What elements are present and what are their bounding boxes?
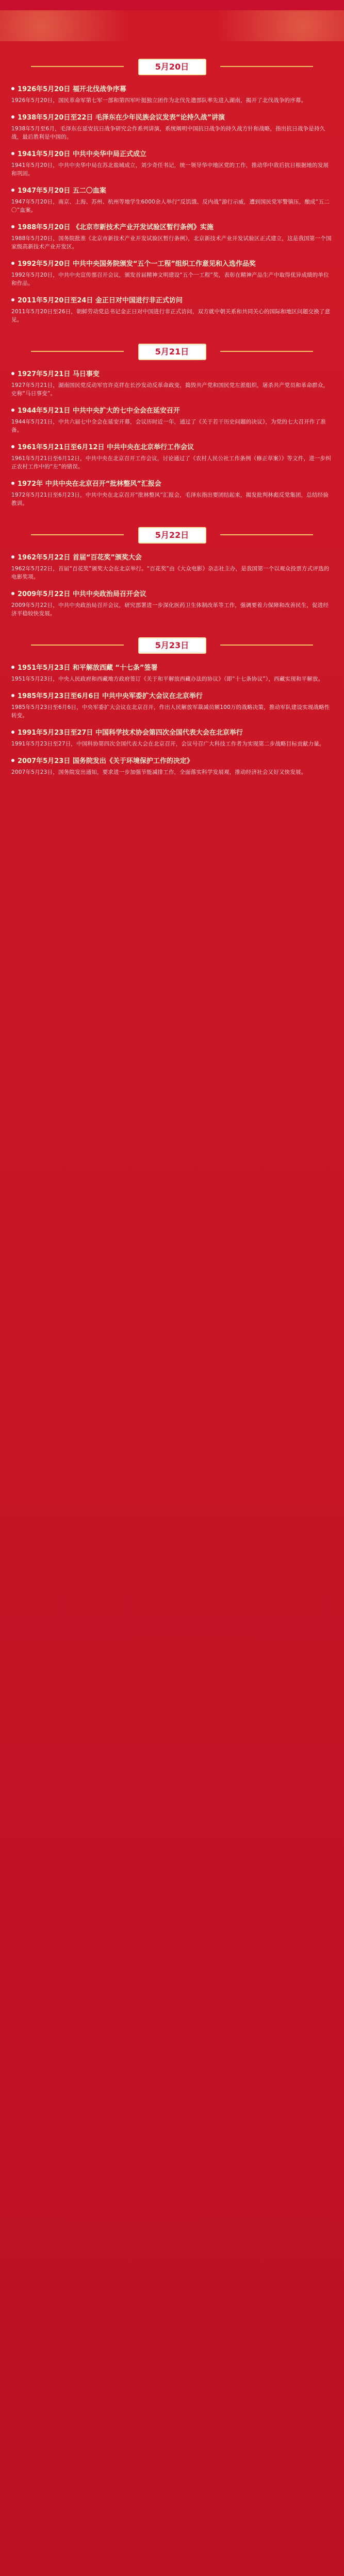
date-badge: 5月21日 [138, 344, 206, 360]
section-2 [11, 552, 333, 618]
event-title: 1961年5月21日至6月12日 中共中央在北京举行工作会议 [11, 442, 333, 451]
bullet-icon [11, 87, 14, 90]
event-body: 1972年5月21日至6月23日，中共中央在北京召开“批林整风”汇报会，毛泽东指出要团结起来，揭发批判林彪反党集团，总结经验教训。 [11, 492, 329, 506]
date-badge: 5月23日 [138, 637, 206, 654]
bullet-icon [11, 298, 14, 301]
bullet-icon [11, 666, 14, 669]
date-badge: 5月22日 [138, 527, 206, 544]
event-title: 1944年5月21日 中共中央扩大的七中全会在延安召开 [11, 405, 333, 415]
date-header-1 [0, 336, 344, 368]
event-title: 1988年5月20日 《北京市新技术产业开发试验区暂行条例》实施 [11, 222, 333, 231]
event-title: 1938年5月20日至22日 毛泽东在少年民族会议发表“论持久战”讲演 [11, 112, 333, 122]
event-body: 1988年5月20日，国务院批准《北京市新技术产业开发试验区暂行条例》，北京新技术产业开发试验区正式建立，这是我国第一个国家级高新技术产业开发区。 [11, 235, 332, 250]
section-3 [11, 662, 333, 776]
bullet-icon [11, 592, 14, 595]
event-body: 1962年5月22日，首届“百花奖”颁奖大会在北京举行。“百花奖”由《大众电影》杂志社主办，是我国第一个以观众投票方式评选的电影奖项。 [11, 566, 330, 580]
event-item [11, 478, 333, 507]
event-title: 1951年5月23日 和平解放西藏 “十七条”签署 [11, 662, 333, 672]
event-title: 1947年5月20日 五二〇血案 [11, 185, 333, 195]
event-body: 2007年5月23日，国务院发出通知，要求进一步加强节能减排工作，全面落实科学发展观，推动经济社会又好又快发展。 [11, 769, 307, 775]
event-item [11, 662, 333, 683]
event-title: 1941年5月20日 中共中央华中局正式成立 [11, 148, 333, 158]
event-title: 1972年 中共中央在北京召开“批林整风”汇报会 [11, 478, 333, 488]
divider [0, 625, 344, 630]
event-body: 1961年5月21日至6月12日，中共中央在北京召开工作会议，讨论通过了《农村人民公社工作条例（修正草案）》等文件，进一步纠正农村工作中的“左”的错误。 [11, 455, 331, 470]
event-body: 1944年5月21日，中共六届七中全会在延安开幕，会议历时近一年，通过了《关于若干历史问题的决议》，为党的七大召开作了准备。 [11, 419, 326, 433]
event-item [11, 185, 333, 214]
event-body: 2011年5月20日至26日，朝鲜劳动党总书记金正日对中国进行非正式访问，双方就中朝关系和共同关心的国际和地区问题交换了意见。 [11, 309, 331, 323]
bullet-icon [11, 225, 14, 228]
section-1 [11, 368, 333, 507]
bullet-icon [11, 262, 14, 265]
event-item [11, 405, 333, 434]
event-item [11, 588, 333, 618]
bullet-icon [11, 759, 14, 762]
event-title: 2007年5月23日 国务院发出《关于环境保护工作的决定》 [11, 755, 333, 765]
event-title: 1926年5月20日 福开北伐战争序幕 [11, 83, 333, 93]
bullet-icon [11, 409, 14, 412]
top-decoration [0, 10, 344, 41]
date-header-2 [0, 520, 344, 552]
event-item [11, 755, 333, 776]
event-title: 1991年5月23日至27日 中国科学技术协会第四次全国代表大会在北京举行 [11, 727, 333, 737]
event-body: 1938年5月至6月，毛泽东在延安抗日战争研究会作系列讲演，系统阐明中国抗日战争的持久战方针和战略，指出抗日战争是持久战，最后胜利是中国的。 [11, 126, 325, 140]
event-body: 1947年5月20日，南京、上海、苏州、杭州等地学生6000余人举行“反饥饿、反内战”游行示威，遭到国民党军警镇压，酿成“五二〇”血案。 [11, 199, 330, 213]
bullet-icon [11, 189, 14, 192]
event-item [11, 690, 333, 720]
event-body: 1927年5月21日，湖南国民党反动军官许克祥在长沙发动反革命政变，捣毁共产党和国民党左派组织，屠杀共产党员和革命群众，史称“马日事变”。 [11, 382, 329, 397]
bullet-icon [11, 731, 14, 734]
event-body: 1985年5月23日至6月6日，中央军委扩大会议在北京召开，作出人民解放军裁减员额100万的战略决策，推动军队建设实现战略性转变。 [11, 704, 330, 719]
event-body: 1941年5月20日，中共中央华中局在苏北盐城成立，刘少奇任书记，统一领导华中地区党的工作，推动华中敌后抗日根据地的发展和巩固。 [11, 162, 329, 177]
event-item [11, 368, 333, 398]
event-item [11, 112, 333, 141]
event-body: 1992年5月20日，中共中央宣传部召开会议，颁发首届精神文明建设“五个一工程”奖，表彰在精神产品生产中取得优异成绩的单位和作品。 [11, 272, 329, 286]
event-item [11, 258, 333, 287]
event-item [11, 148, 333, 178]
date-header-3 [0, 630, 344, 662]
event-body: 2009年5月22日，中共中央政治局召开会议，研究部署进一步深化医药卫生体制改革等工作，强调要着力保障和改善民生，促进经济平稳较快发展。 [11, 602, 329, 617]
bullet-icon [11, 152, 14, 155]
event-title: 2009年5月22日 中共中央政治局召开会议 [11, 588, 333, 598]
event-item [11, 727, 333, 748]
divider [0, 331, 344, 336]
event-item [11, 442, 333, 471]
event-body: 1991年5月23日至27日，中国科协第四次全国代表大会在北京召开，会议号召广大科技工作者为实现第二步战略目标贡献力量。 [11, 741, 325, 747]
event-item [11, 295, 333, 324]
bullet-icon [11, 445, 14, 448]
event-title: 1962年5月22日 首届“百花奖”颁奖大会 [11, 552, 333, 562]
date-badge: 5月20日 [138, 59, 206, 75]
section-0 [11, 83, 333, 324]
bullet-icon [11, 482, 14, 485]
event-title: 2011年5月20日至24日 金正日对中国进行非正式访问 [11, 295, 333, 304]
event-item [11, 552, 333, 581]
bullet-icon [11, 115, 14, 118]
page [0, 10, 344, 2576]
event-title: 1927年5月21日 马日事变 [11, 368, 333, 378]
event-title: 1992年5月20日 中共中央国务院颁发“五个一工程”组织工作意见和入选作品奖 [11, 258, 333, 268]
event-item [11, 222, 333, 251]
divider [0, 515, 344, 520]
date-header-0 [0, 52, 344, 83]
event-item [11, 83, 333, 105]
bullet-icon [11, 372, 14, 375]
bullet-icon [11, 555, 14, 558]
bullet-icon [11, 694, 14, 697]
event-title: 1985年5月23日至6月6日 中共中央军委扩大会议在北京举行 [11, 690, 333, 700]
event-body: 1951年5月23日，中央人民政府和西藏地方政府签订《关于和平解放西藏办法的协议》（即“十七条协议”），西藏实现和平解放。 [11, 676, 324, 682]
event-body: 1926年5月20日，国民革命军第七军一部和第四军叶挺独立团作为北伐先遣部队率先进入湖南，揭开了北伐战争的序幕。 [11, 97, 307, 104]
